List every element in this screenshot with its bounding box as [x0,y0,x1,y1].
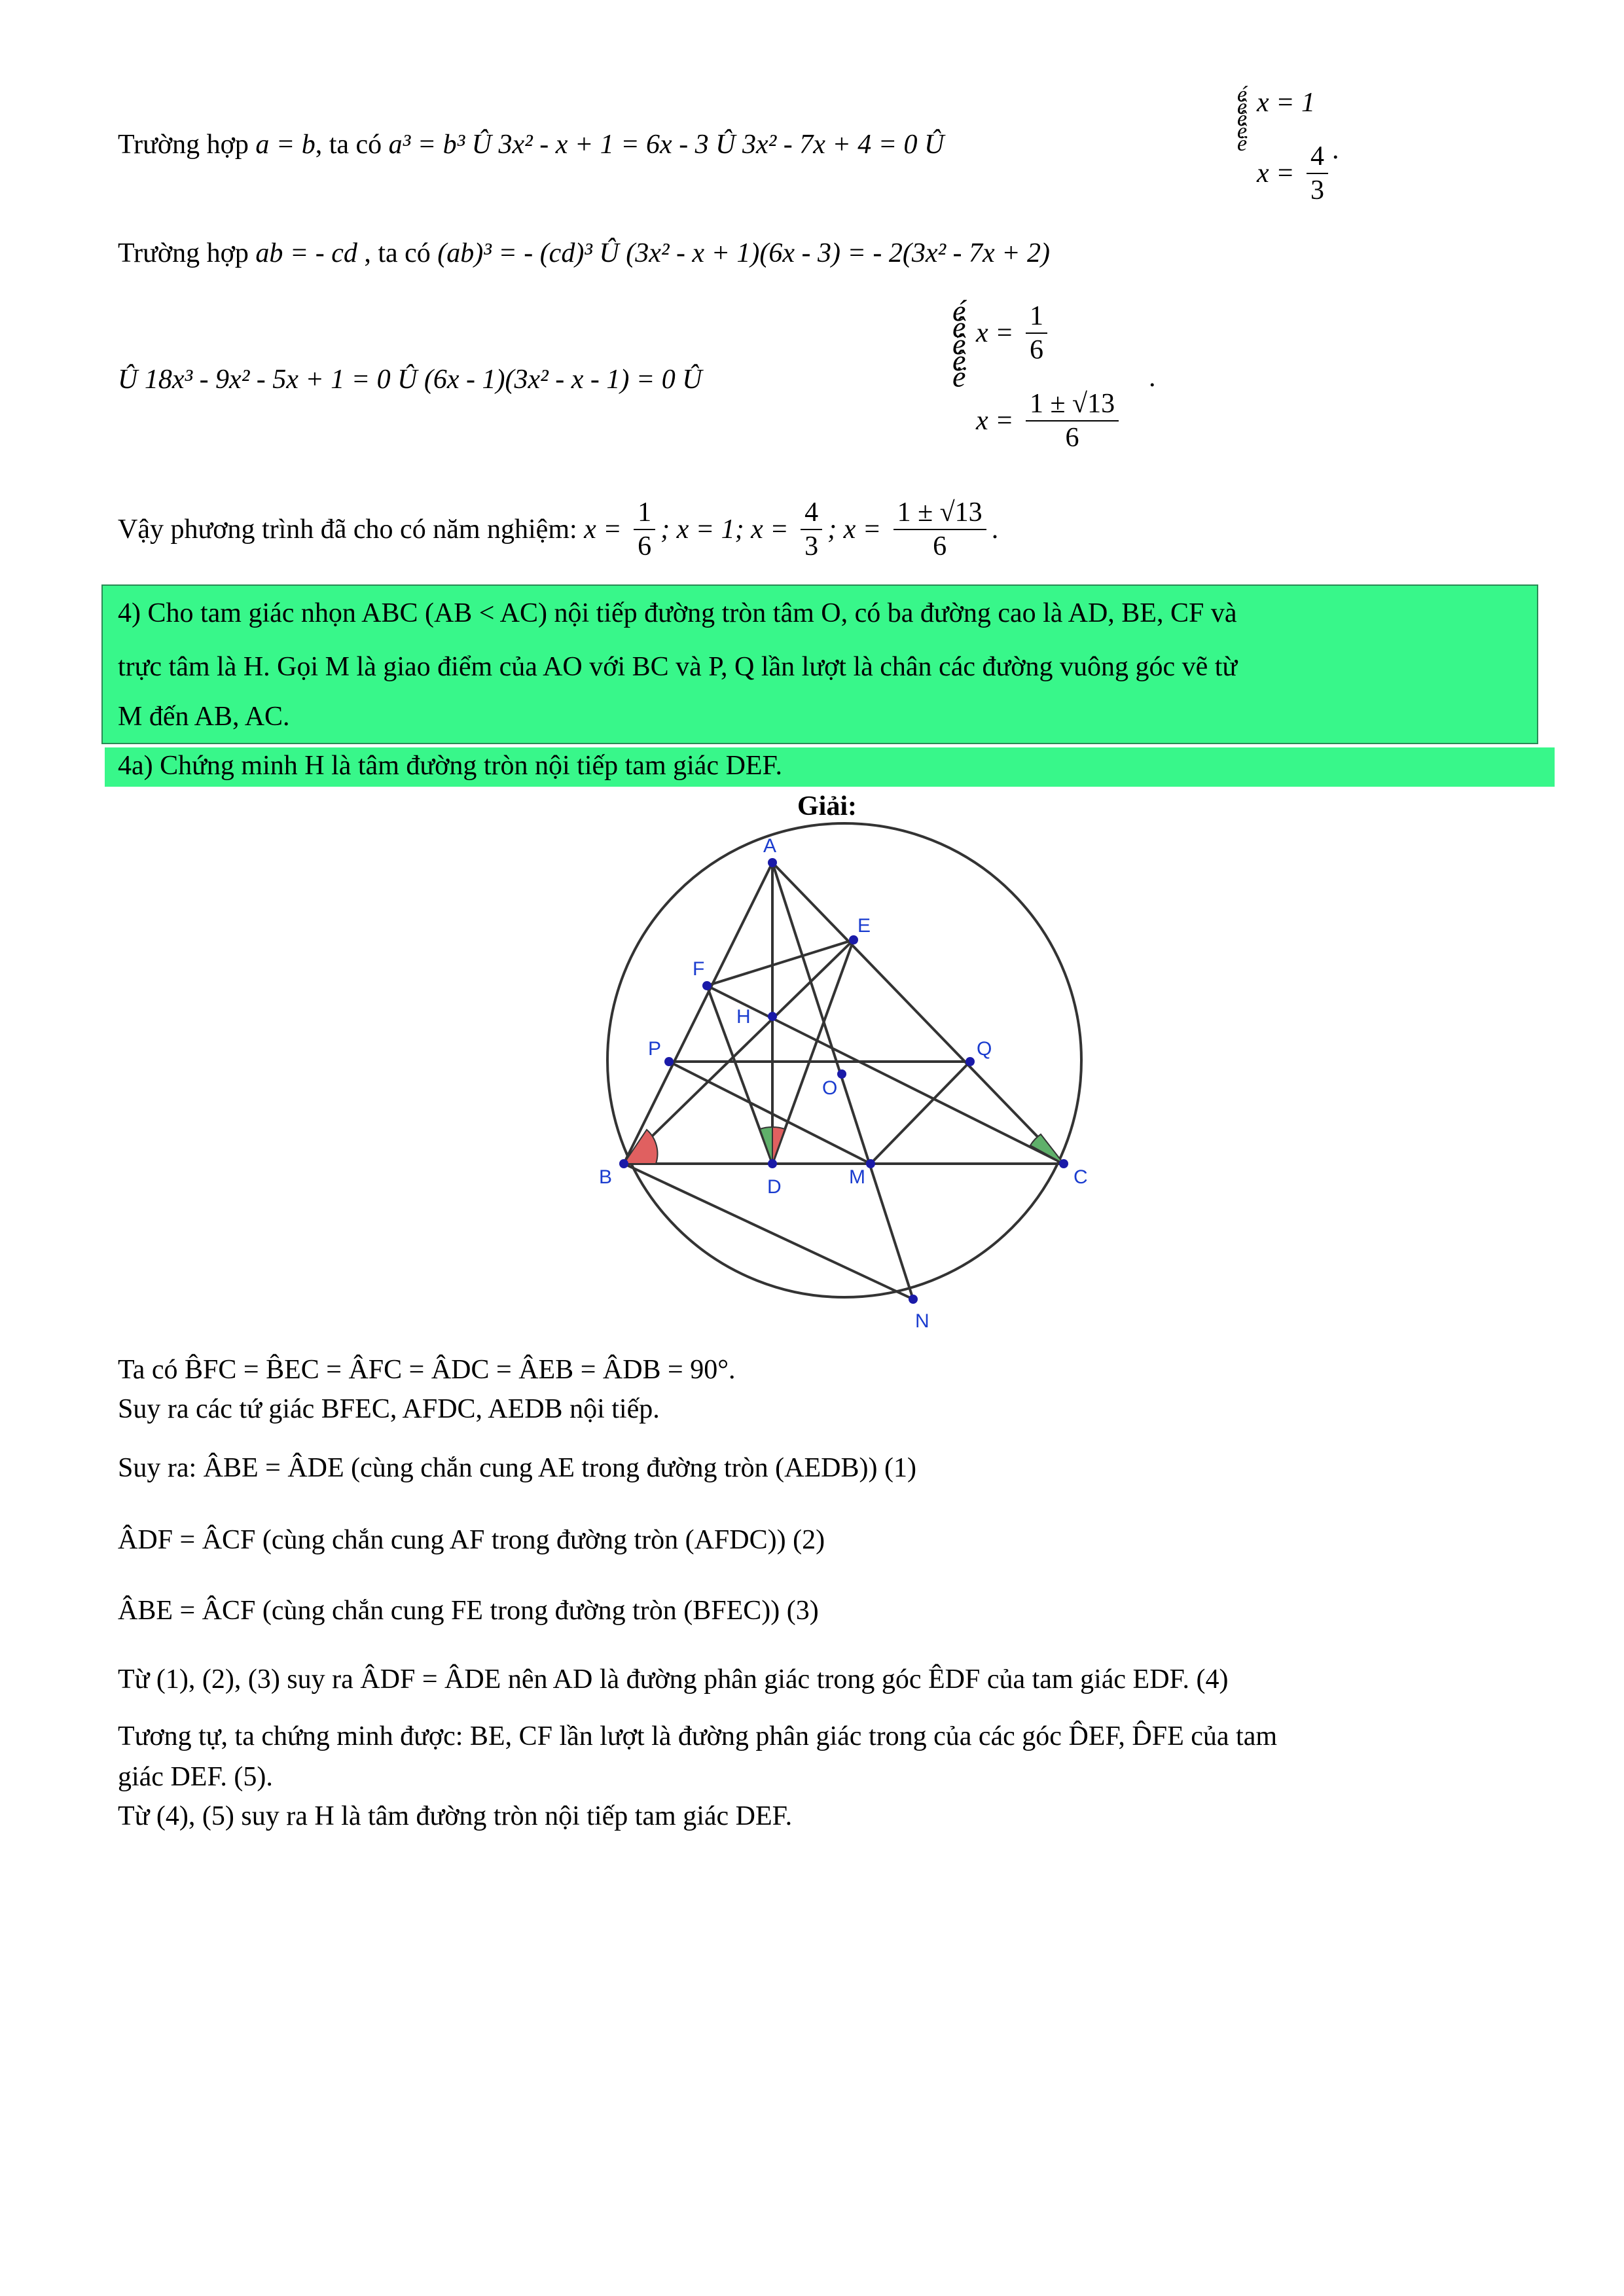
denominator: 3 [1310,175,1324,206]
root-x1: x = 1 [1257,88,1315,118]
line-an [772,863,913,1299]
period: . [991,514,999,545]
point-n [909,1295,918,1304]
point-f [702,981,712,990]
math: ab = - cd [255,238,357,268]
label-d: D [767,1176,782,1198]
denominator: 6 [638,531,652,562]
altitude-cf [707,986,1064,1164]
denominator: 6 [1065,423,1079,454]
math: x = [584,514,622,545]
lhs: x = [976,406,1014,437]
denominator: 3 [804,531,819,562]
math-equation: (ab)³ = - (cd)³ Û (3x² - x + 1)(6x - 3) = - 2(3x² - 7x + 2) [437,238,1051,268]
solution-line-4: ÂDF = ÂCF (cùng chắn cung AF trong đường tròn (AFDC)) (2) [118,1525,825,1555]
label-p: P [648,1038,662,1060]
period: . [1332,135,1339,165]
label-o: O [822,1077,838,1099]
problem-line-2: trực tâm là H. Gọi M là giao điểm của AO với BC và P, Q lần lượt là chân các đường vuông góc vẽ từ [118,652,1238,682]
point-e [849,935,858,944]
text: , ta có [315,130,389,160]
point-o [837,1069,846,1079]
solution-line-7: Tương tự, ta chứng minh được: BE, CF lần lượt là đường phân giác trong của các góc D̂EF, D̂FE của tam [118,1721,1278,1751]
label-c: C [1074,1166,1088,1188]
bracket-glyphs: é ê ê ê ë [1237,82,1248,156]
period: . [1149,363,1156,393]
numerator: 4 [801,496,822,530]
math: ; x = [827,514,882,545]
solution-line-1: Ta có B̂FC = B̂EC = ÂFC = ÂDC = ÂEB = ÂDB = 90°. [118,1355,736,1385]
label-e: E [857,915,871,937]
numerator: 1 ± √13 [893,496,986,530]
denominator: 6 [1029,335,1043,366]
figure-lines [607,823,1081,1299]
point-d [768,1159,777,1168]
label-n: N [915,1310,929,1332]
label-f: F [693,958,705,980]
point-p [664,1057,674,1066]
solution-line-3: Suy ra: ÂBE = ÂDE (cùng chắn cung AE trong đường tròn (AEDB)) (1) [118,1453,916,1483]
solution-line-8: giác DEF. (5). [118,1762,273,1792]
line-qm [871,1062,970,1164]
numerator: 4 [1307,140,1328,174]
question-4a: 4a) Chứng minh H là tâm đường tròn nội tiếp tam giác DEF. [118,751,783,781]
problem-line-3: M đến AB, AC. [118,702,290,732]
solution-line-2: Suy ra các tứ giác BFEC, AFDC, AEDB nội tiếp. [118,1394,660,1424]
bracket-glyphs: é ê ê ê ë [952,294,966,394]
numerator: 1 ± √13 [1026,387,1119,422]
point-h [768,1012,777,1021]
text: Trường hợp [118,130,256,160]
label-q: Q [977,1038,992,1060]
text: Trường hợp [118,238,256,268]
solution-line-9: Từ (4), (5) suy ra H là tâm đường tròn nội tiếp tam giác DEF. [118,1801,793,1831]
label-m: M [849,1166,865,1188]
lhs: x = [976,318,1014,349]
label-b: B [599,1166,613,1188]
point-q [965,1057,975,1066]
denominator: 6 [933,531,947,562]
point-b [619,1159,628,1168]
lhs: x = [1257,158,1295,189]
text: , ta có [357,238,438,268]
math-equation: a³ = b³ Û 3x² - x + 1 = 6x - 3 Û 3x² - 7x + 4 = 0 Û [388,130,945,160]
point-a [768,858,777,867]
math-equation: Û 18x³ - 9x² - 5x + 1 = 0 Û (6x - 1)(3x² - x - 1) = 0 Û [118,365,702,395]
problem-line-1: 4) Cho tam giác nhọn ABC (AB < AC) nội tiếp đường tròn tâm O, có ba đường cao là AD, BE, CF và [118,598,1237,628]
text: Vậy phương trình đã cho có năm nghiệm: [118,514,585,545]
label-a: A [763,835,777,857]
point-c [1059,1159,1068,1168]
solution-line-6: Từ (1), (2), (3) suy ra ÂDF = ÂDE nên AD là đường phân giác trong góc ÊDF của tam giác EDF. (4) [118,1664,1229,1695]
angle-mark-green-d [760,1127,772,1164]
point-m [866,1159,875,1168]
numerator: 1 [1026,300,1047,334]
math: a = b [255,130,316,160]
angle-mark-red-d [772,1127,785,1164]
math: ; x = 1; x = [660,514,789,545]
solution-line-5: ÂBE = ÂCF (cùng chắn cung FE trong đường tròn (BFEC)) (3) [118,1596,819,1626]
numerator: 1 [634,496,655,530]
label-h: H [736,1006,751,1028]
angle-marks [624,1127,1064,1164]
solution-heading: Giải: [797,791,857,821]
triangle-abc [624,863,1064,1164]
